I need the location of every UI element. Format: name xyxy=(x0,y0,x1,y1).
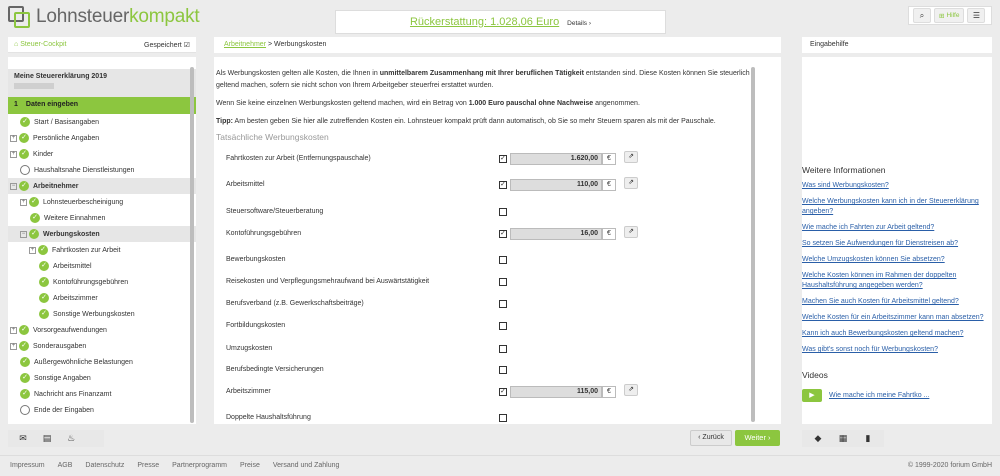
expense-checkbox[interactable]: ✓ xyxy=(500,155,506,162)
refund-box[interactable] xyxy=(335,10,666,34)
left-footer-toolbar xyxy=(8,430,104,447)
nav-ende[interactable]: Ende der Eingaben xyxy=(8,402,196,418)
empty-circle-icon xyxy=(20,405,30,415)
expense-label: Doppelte Haushaltsführung xyxy=(226,414,311,421)
check-icon: ✓ xyxy=(29,197,39,207)
footer-link[interactable]: Presse xyxy=(137,462,160,469)
expense-checkbox[interactable] xyxy=(499,345,507,353)
footer-link[interactable]: Datenschutz xyxy=(85,462,125,469)
nav-sonderausgaben[interactable]: + ✓ Sonderausgaben xyxy=(11,342,87,350)
expense-checkbox[interactable]: ✓ xyxy=(500,230,506,237)
expense-label: Umzugskosten xyxy=(226,345,273,352)
nav-kinder[interactable]: + ✓ Kinder xyxy=(11,150,54,158)
check-icon: ✓ xyxy=(30,213,40,223)
nav-sonstige-werbungskosten[interactable]: ✓ Sonstige Werbungskosten xyxy=(8,306,196,322)
collapse-icon[interactable]: − xyxy=(21,230,26,237)
expense-checkbox[interactable] xyxy=(499,300,507,308)
footer-link[interactable]: Versand und Zahlung xyxy=(272,462,340,469)
nav-persoenliche-angaben[interactable]: + ✓ Persönliche Angaben xyxy=(11,134,100,142)
expand-icon[interactable]: + xyxy=(11,342,16,349)
expense-row xyxy=(226,298,646,312)
help-panel xyxy=(802,57,992,424)
check-icon: ✓ xyxy=(29,229,39,239)
currency-label: € xyxy=(602,386,616,398)
info-link[interactable]: Welche Kosten können im Rahmen der doppelten Haushaltsführung angegeben werden? xyxy=(802,272,957,289)
play-icon[interactable]: ▶ xyxy=(802,389,822,402)
check-icon: ✓ xyxy=(38,245,48,255)
info-link[interactable]: Machen Sie auch Kosten für Arbeitsmittel geltend? xyxy=(802,298,959,305)
expense-checkbox[interactable] xyxy=(499,322,507,330)
info-link[interactable]: Wie mache ich Fahrten zur Arbeit geltend? xyxy=(802,224,935,231)
info-link[interactable]: Was sind Werbungskosten? xyxy=(802,182,889,189)
expense-label: Fortbildungskosten xyxy=(226,322,286,329)
next-button[interactable]: Weiter › xyxy=(735,430,780,446)
expense-label: Kontoführungsgebühren xyxy=(226,230,302,237)
video-item[interactable] xyxy=(802,389,929,402)
nav-kontofuehrung[interactable]: ✓ Kontoführungsgebühren xyxy=(8,274,196,290)
info-link[interactable]: Welche Umzugskosten können Sie absetzen? xyxy=(802,256,945,263)
left-header xyxy=(8,37,196,53)
check-icon: ✓ xyxy=(19,133,29,143)
step-daten-eingeben[interactable]: 1 Daten eingeben xyxy=(8,97,196,114)
nav-aussergewoehnliche[interactable]: ✓ Außergewöhnliche Belastungen xyxy=(8,354,196,370)
collapse-icon[interactable]: − xyxy=(11,182,16,189)
refund-details-link[interactable]: Details › xyxy=(567,20,591,27)
page-footer xyxy=(0,455,1000,476)
check-icon: ✓ xyxy=(20,389,30,399)
book-icon[interactable]: ▮ xyxy=(865,433,871,443)
main-content xyxy=(214,57,781,424)
footer-links xyxy=(10,462,352,469)
breadcrumb-current: Werbungskosten xyxy=(274,41,327,48)
check-icon: ✓ xyxy=(19,181,29,191)
check-icon: ✓ xyxy=(20,357,30,367)
expand-icon[interactable]: + xyxy=(21,198,26,205)
nav-start[interactable]: ✓ Start / Basisangaben xyxy=(8,114,196,130)
expense-row xyxy=(226,320,646,334)
expense-row xyxy=(226,412,646,424)
nav-fahrtkosten[interactable]: + ✓ Fahrtkosten zur Arbeit xyxy=(30,246,121,254)
nav-lohnsteuerbescheinigung[interactable]: + ✓ Lohnsteuerbescheinigung xyxy=(21,198,124,206)
expand-icon[interactable]: + xyxy=(11,134,16,141)
expense-row xyxy=(226,343,646,357)
info-link[interactable]: So setzen Sie Aufwendungen für Dienstreisen ab? xyxy=(802,240,959,247)
expense-checkbox[interactable] xyxy=(499,414,507,422)
check-icon: ✓ xyxy=(20,373,30,383)
mail-icon[interactable]: ✉ xyxy=(19,433,27,443)
expense-amount-input[interactable]: 16,00 xyxy=(510,228,602,240)
navigation-buttons xyxy=(690,430,781,447)
video-link[interactable]: Wie mache ich meine Fahrtko ... xyxy=(829,392,930,399)
logo-icon xyxy=(8,6,32,28)
left-scrollbar[interactable] xyxy=(190,67,194,423)
home-icon: ⌂ xyxy=(14,41,21,48)
check-icon: ✓ xyxy=(19,149,29,159)
intro-text: Als Werbungskosten gelten alle Kosten, die Ihnen in unmittelbarem Zusammenhang mit Ihrer beruflichen Tätigkeit entstanden sind. Diese Kosten können Sie steuerlich geltend machen, sofern sie nicht schon von Ihrem Arbeitgeber steuerfrei erstattet wurden. Wenn Sie keine einzelnen Werbungskosten geltend machen, wird ein Betrag von 1.000 Euro pauschal ohne Nachweise angenommen. Tipp: Am besten geben Sie hier alle zutreffenden Kosten ein. Lohnsteuer kompakt prüft dann automatisch, ob Sie so mehr Steuern sparen als mit der Pauschale. xyxy=(216,70,750,125)
footer-link[interactable]: Partnerprogramm xyxy=(172,462,227,469)
expense-checkbox[interactable] xyxy=(499,256,507,264)
help-button[interactable]: ⊞ Hilfe xyxy=(934,8,964,23)
expense-row xyxy=(226,179,646,193)
menu-icon[interactable]: ☰ xyxy=(967,8,985,23)
footer-link[interactable]: Preise xyxy=(240,462,260,469)
nav-werbungskosten[interactable]: − ✓ Werbungskosten xyxy=(8,226,196,242)
expense-amount-input[interactable]: 110,00 xyxy=(510,179,602,191)
info-link[interactable]: Was gibt's sonst noch für Werbungskosten? xyxy=(802,346,938,353)
right-header: Eingabehilfe xyxy=(802,37,992,53)
currency-label: € xyxy=(602,228,616,240)
tag-icon[interactable]: ◆ xyxy=(814,433,822,443)
info-title: Weitere Informationen xyxy=(802,165,886,175)
expense-label: Steuersoftware/Steuerberatung xyxy=(226,208,324,215)
expense-label: Berufsverband (z.B. Gewerkschaftsbeiträge) xyxy=(226,300,364,307)
info-link[interactable]: Welche Kosten für ein Arbeitszimmer kann man absetzen? xyxy=(802,314,984,321)
nav-sonstige-angaben[interactable]: ✓ Sonstige Angaben xyxy=(8,370,196,386)
calculator-icon[interactable]: ▦ xyxy=(838,433,848,443)
top-bar xyxy=(0,0,1000,34)
logo[interactable] xyxy=(8,6,200,28)
copyright: © 1999-2020 forium GmbH xyxy=(907,462,992,469)
check-icon: ✓ xyxy=(19,325,29,335)
expand-icon[interactable]: + xyxy=(11,150,16,157)
expand-icon[interactable]: + xyxy=(11,326,16,333)
nav-arbeitszimmer[interactable]: ✓ Arbeitszimmer xyxy=(8,290,196,306)
info-link[interactable]: Kann ich auch Bewerbungskosten geltend machen? xyxy=(802,330,964,337)
expense-checkbox[interactable] xyxy=(499,366,507,374)
toolbar-right xyxy=(908,6,992,25)
expense-label: Arbeitsmittel xyxy=(226,181,265,188)
document-icon[interactable]: ▤ xyxy=(42,433,52,443)
expense-row xyxy=(226,276,646,290)
expense-row xyxy=(226,153,646,167)
expense-label: Fahrtkosten zur Arbeit (Entfernungspauschale) xyxy=(226,155,371,162)
steuer-cockpit-link[interactable]: ⌂ Steuer-Cockpit xyxy=(14,41,67,48)
expense-label: Reisekosten und Verpflegungsmehraufwand bei Auswärtstätigkeit xyxy=(226,278,430,285)
declaration-subtitle-placeholder xyxy=(14,83,54,89)
saved-check-icon: ☑ xyxy=(183,42,190,49)
left-navigation xyxy=(8,57,196,424)
logo-text: Lohnsteuerkompakt xyxy=(36,6,200,27)
expense-checkbox[interactable] xyxy=(499,208,507,216)
lightbulb-icon[interactable]: ♨ xyxy=(66,433,76,443)
open-detail-icon[interactable]: ⇗ xyxy=(624,151,638,163)
open-detail-icon[interactable]: ⇗ xyxy=(624,384,638,396)
breadcrumb-arbeitnehmer[interactable]: Arbeitnehmer xyxy=(224,41,267,48)
nav-arbeitnehmer[interactable]: − ✓ Arbeitnehmer xyxy=(8,178,196,194)
expense-row xyxy=(226,254,646,268)
saved-status: Gespeichert ☑ xyxy=(144,42,190,49)
expense-row xyxy=(226,364,646,378)
check-icon: ✓ xyxy=(39,277,49,287)
info-link[interactable]: Welche Werbungskosten kann ich in der Steuererklärung angeben? xyxy=(802,198,979,215)
nav-arbeitsmittel[interactable]: ✓ Arbeitsmittel xyxy=(8,258,196,274)
check-icon: ✓ xyxy=(39,293,49,303)
expense-row xyxy=(226,386,646,400)
footer-link[interactable]: AGB xyxy=(57,462,73,469)
open-detail-icon[interactable]: ⇗ xyxy=(624,226,638,238)
expense-amount-input[interactable]: 1.620,00 xyxy=(510,153,602,165)
nav-vorsorgeaufwendungen[interactable]: + ✓ Vorsorgeaufwendungen xyxy=(11,326,107,334)
check-icon: ✓ xyxy=(20,117,30,127)
videos-title: Videos xyxy=(802,370,828,380)
open-detail-icon[interactable]: ⇗ xyxy=(624,177,638,189)
nav-nachricht-finanzamt[interactable]: ✓ Nachricht ans Finanzamt xyxy=(8,386,196,402)
expense-label: Bewerbungskosten xyxy=(226,256,286,263)
refund-amount[interactable]: Rückerstattung: 1.028,06 Euro xyxy=(409,16,560,28)
check-icon: ✓ xyxy=(39,261,49,271)
expense-label: Arbeitszimmer xyxy=(226,388,271,395)
right-footer-toolbar xyxy=(802,430,884,447)
expense-row xyxy=(226,228,646,242)
breadcrumb: Arbeitnehmer > Werbungskosten xyxy=(214,37,781,53)
expense-checkbox[interactable]: ✓ xyxy=(500,181,506,188)
empty-circle-icon xyxy=(20,165,30,175)
nav-haushaltsnahe[interactable]: Haushaltsnahe Dienstleistungen xyxy=(8,162,196,178)
back-button[interactable]: ‹ Zurück xyxy=(690,430,732,446)
expense-amount-input[interactable]: 115,00 xyxy=(510,386,602,398)
check-icon: ✓ xyxy=(19,341,29,351)
expand-icon[interactable]: + xyxy=(30,246,35,253)
currency-label: € xyxy=(602,153,616,165)
expense-checkbox[interactable]: ✓ xyxy=(500,388,506,395)
main-scrollbar[interactable] xyxy=(751,67,755,422)
check-icon: ✓ xyxy=(39,309,49,319)
info-links xyxy=(802,181,992,361)
expense-label: Berufsbedingte Versicherungen xyxy=(226,366,324,373)
expense-row xyxy=(226,206,646,220)
declaration-title: Meine Steuererklärung 2019 xyxy=(8,69,196,97)
section-title: Tatsächliche Werbungskosten xyxy=(216,132,329,142)
footer-link[interactable]: Impressum xyxy=(10,462,45,469)
search-icon[interactable]: ⌕ xyxy=(913,8,931,23)
expense-checkbox[interactable] xyxy=(499,278,507,286)
currency-label: € xyxy=(602,179,616,191)
nav-weitere-einnahmen[interactable]: ✓ Weitere Einnahmen xyxy=(8,210,196,226)
